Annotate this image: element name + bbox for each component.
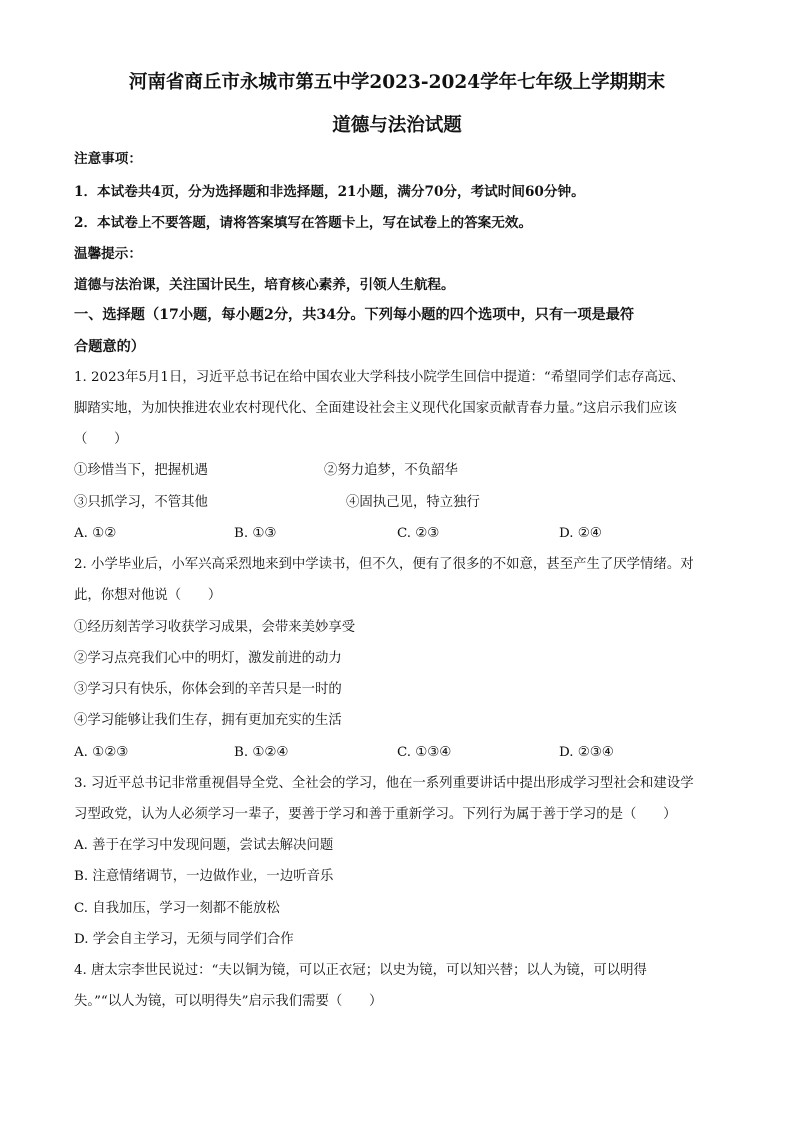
question-2-option-d[interactable]: D. ②③④ — [559, 745, 614, 760]
section-heading: 一、选择题（17小题，每小题2分，共34分。下列每小题的四个选项中，只有一项是最符 — [74, 307, 635, 323]
question-4-stem: 4. 唐太宗李世民说过：“夫以铜为镜，可以正衣冠；以史为镜，可以知兴替；以人为镜，可以明得 — [74, 963, 647, 978]
notice-item: 2．本试卷上不要答题，请将答案填写在答题卡上，写在试卷上的答案无效。 — [74, 215, 533, 231]
question-2-statement: ②学习点亮我们心中的明灯，激发前进的动力 — [74, 651, 342, 666]
question-3-stem: 3. 习近平总书记非常重视倡导全党、全社会的学习，他在一系列重要讲话中提出形成学习型社会和建设学 — [74, 776, 694, 791]
question-1-statement: ③只抓学习，不管其他 — [74, 495, 208, 510]
question-2-option-c[interactable]: C. ①③④ — [397, 745, 452, 760]
section-heading-cont: 合题意的） — [74, 339, 145, 355]
question-2-option-b[interactable]: B. ①②④ — [234, 745, 289, 760]
question-1-option-d[interactable]: D. ②④ — [559, 526, 602, 541]
question-2-statement: ④学习能够让我们生存，拥有更加充实的生活 — [74, 713, 342, 728]
question-1-statement: ④固执己见，特立独行 — [346, 495, 480, 510]
question-1-stem: 脚踏实地，为加快推进农业农村现代化、全面建设社会主义现代化国家贡献青春力量。”这启示我们应该 — [74, 401, 677, 416]
question-2-statement: ①经历刻苦学习收获学习成果，会带来美妙享受 — [74, 620, 356, 635]
question-3-option-a[interactable]: A. 善于在学习中发现问题，尝试去解决问题 — [74, 838, 334, 853]
question-3-stem: 习型政党，认为人必须学习一辈子，要善于学习和善于重新学习。下列行为属于善于学习的是（ ） — [74, 807, 677, 822]
question-1-statement: ①珍惜当下，把握机遇 — [74, 463, 208, 478]
exam-title: 河南省商丘市永城市第五中学2023-2024学年七年级上学期期末 — [128, 72, 666, 93]
question-3-option-b[interactable]: B. 注意情绪调节，一边做作业，一边听音乐 — [74, 869, 334, 884]
notice-heading: 注意事项： — [74, 151, 142, 167]
question-2-statement: ③学习只有快乐，你体会到的辛苦只是一时的 — [74, 682, 342, 697]
question-1-stem: （ ） — [74, 432, 128, 447]
question-1-option-b[interactable]: B. ①③ — [234, 526, 277, 541]
question-1-option-a[interactable]: A. ①② — [74, 526, 117, 541]
question-2-option-a[interactable]: A. ①②③ — [74, 745, 129, 760]
question-3-option-c[interactable]: C. 自我加压，学习一刻都不能放松 — [74, 901, 280, 916]
question-1-statement: ②努力追梦，不负韶华 — [324, 463, 458, 478]
question-1-option-c[interactable]: C. ②③ — [397, 526, 440, 541]
tip-text: 道德与法治课，关注国计民生，培育核心素养，引领人生航程。 — [74, 277, 455, 293]
question-4-stem: 失。”“以人为镜，可以明得失”启示我们需要（ ） — [74, 994, 383, 1009]
question-3-option-d[interactable]: D. 学会自主学习，无须与同学们合作 — [74, 932, 294, 947]
question-2-stem: 2. 小学毕业后，小军兴高采烈地来到中学读书，但不久，便有了很多的不如意，甚至产生了厌学情绪。对 — [74, 557, 694, 572]
question-1-stem: 1. 2023年5月1日，习近平总书记在给中国农业大学科技小院学生回信中提道：“希望同学们志存高远、 — [74, 370, 685, 385]
exam-subtitle: 道德与法治试题 — [332, 115, 462, 136]
notice-item: 1．本试卷共4页，分为选择题和非选择题，21小题，满分70分，考试时间60分钟。 — [74, 184, 585, 200]
question-2-stem: 此，你想对他说（ ） — [74, 588, 222, 603]
tip-heading: 温馨提示： — [74, 246, 142, 262]
